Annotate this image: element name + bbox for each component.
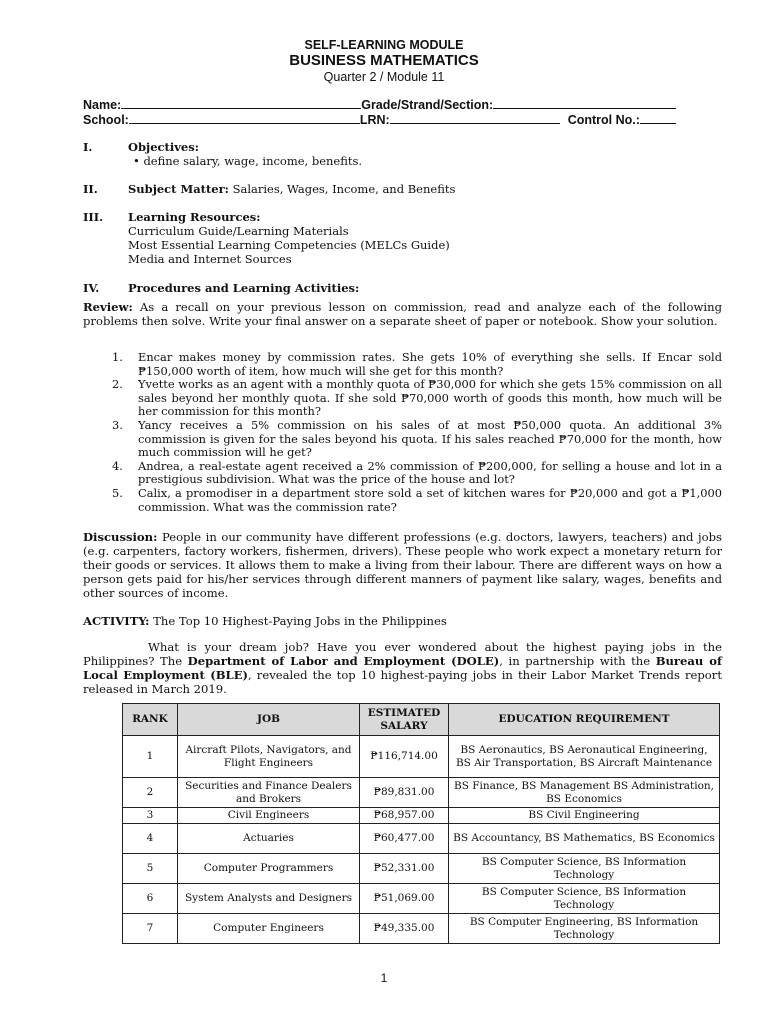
activity-text: The Top 10 Highest-Paying Jobs in the Philippines — [149, 614, 447, 628]
table-header-row — [123, 704, 720, 736]
school-field[interactable] — [129, 112, 360, 124]
discussion-paragraph — [83, 530, 722, 600]
header-education: EDUCATION REQUIREMENT — [449, 704, 720, 736]
procedures-section — [83, 281, 723, 297]
table-row: 6 System Analysts and Designers ₱51,069.00 BS Computer Science, BS Information Technology — [123, 884, 720, 914]
review-paragraph — [83, 300, 722, 328]
section-number: II. — [83, 182, 98, 196]
subject-matter-section — [83, 182, 723, 198]
name-grade-row — [83, 97, 676, 112]
grade-field[interactable] — [493, 97, 676, 109]
school-lrn-row — [83, 112, 676, 127]
table-row: 7 Computer Engineers ₱49,335.00 BS Computer Engineering, BS Information Technology — [123, 914, 720, 944]
problem-item: 2. Yvette works as an agent with a monthly quota of ₱30,000 for which she gets 15% commission on all sales beyond her monthly quota. If she sold ₱70,000 worth of goods this month, how much will be her commission for this month? — [112, 377, 722, 419]
problem-item: 1. Encar makes money by commission rates. She gets 10% of everything she sells. If Encar sold ₱150,000 worth of item, how much will she get for this month? — [112, 350, 722, 378]
header-rank: RANK — [123, 704, 178, 736]
discussion-text: People in our community have different professions (e.g. doctors, lawyers, teachers) and jobs (e.g. carpenters, factory workers, fishermen, drivers). These people who work expect a monetary return for their goods or services. It allows them to make a living from their labour. There are different ways on how a person gets paid for his/her services through different manners of payment like salary, wages, benefits and other sources of income. — [83, 530, 722, 600]
grade-label: Grade/Strand/Section: — [361, 98, 494, 112]
objectives-title: Objectives: — [128, 140, 199, 154]
table-row: 1 Aircraft Pilots, Navigators, and Flight Engineers ₱116,714.00 BS Aeronautics, BS Aeronautical Engineering, BS Air Transportation, BS Aircraft Maintenance — [123, 736, 720, 778]
dole-text: Department of Labor and Employment (DOLE) — [187, 654, 500, 668]
table-row: 5 Computer Programmers ₱52,331.00 BS Computer Science, BS Information Technology — [123, 854, 720, 884]
name-label: Name: — [83, 98, 122, 112]
problem-item: 4. Andrea, a real-estate agent received a 2% commission of ₱200,000, for selling a house and lot in a prestigious subdivision. What was the price of the house and lot? — [112, 458, 722, 487]
review-label: Review: — [83, 300, 133, 314]
header-job: JOB — [178, 704, 360, 736]
section-number: III. — [83, 210, 104, 224]
subject-matter-text: Salaries, Wages, Income, and Benefits — [228, 182, 456, 196]
module-label: SELF-LEARNING MODULE — [304, 38, 464, 52]
table-row: 2 Securities and Finance Dealers and Brokers ₱89,831.00 BS Finance, BS Management BS Administration, BS Economics — [123, 778, 720, 808]
subject-matter-title: Subject Matter: — [128, 182, 229, 196]
section-number: I. — [83, 140, 93, 154]
ble-text: Bureau of Local Employment (BLE) — [83, 654, 722, 682]
resource-item: Curriculum Guide/Learning Materials — [128, 224, 349, 238]
school-label: School: — [83, 113, 129, 127]
control-label: Control No.: — [567, 113, 640, 127]
table-row: 4 Actuaries ₱60,477.00 BS Accountancy, BS Mathematics, BS Economics — [123, 824, 720, 854]
name-field[interactable] — [121, 97, 361, 109]
review-text: As a recall on your previous lesson on commission, read and analyze each of the following problems then solve. Write your final answer on a separate sheet of paper or notebook. Show your solution. — [83, 300, 722, 328]
activity-label: ACTIVITY: — [83, 614, 150, 628]
jobs-table — [122, 703, 720, 944]
resource-item: Media and Internet Sources — [128, 252, 292, 266]
section-number: IV. — [83, 281, 100, 295]
resources-section — [83, 210, 723, 270]
activity-heading — [83, 614, 722, 628]
procedures-title: Procedures and Learning Activities: — [128, 281, 360, 295]
discussion-label: Discussion: — [83, 530, 158, 544]
intro-paragraph: What is your dream job? Have you ever wondered about the highest paying jobs in the Philippines? The Department of Labor and Employment (DOLE), in partnership with the Bureau of Local Employment (BLE), revealed the top 10 highest-paying jobs in their Labor Market Trends report released in March 2019. — [83, 640, 722, 696]
table-row: 3 Civil Engineers ₱68,957.00 BS Civil Engineering — [123, 808, 720, 824]
problem-item: 3. Yancy receives a 5% commission on his sales of at most ₱50,000 quota. An additional 3% commission is given for the sales beyond his quota. If his sales reached ₱70,000 for the month, how much commission will he get? — [112, 417, 722, 460]
header-salary: ESTIMATED SALARY — [360, 704, 449, 736]
resource-item: Most Essential Learning Competencies (MELCs Guide) — [128, 238, 450, 252]
problem-list — [110, 351, 722, 514]
page-number: 1 — [380, 971, 388, 985]
quarter-module: Quarter 2 / Module 11 — [323, 70, 445, 84]
problem-item: 5. Calix, a promodiser in a department store sold a set of kitchen wares for ₱20,000 and got a ₱1,000 commission. What was the commission rate? — [112, 485, 722, 514]
objectives-bullet: • define salary, wage, income, benefits. — [133, 154, 363, 168]
lrn-field[interactable] — [390, 112, 560, 124]
resources-title: Learning Resources: — [128, 210, 261, 224]
subject-title: BUSINESS MATHEMATICS — [289, 52, 479, 69]
objectives-section — [83, 140, 723, 170]
lrn-label: LRN: — [359, 113, 390, 127]
control-field[interactable] — [640, 112, 676, 124]
